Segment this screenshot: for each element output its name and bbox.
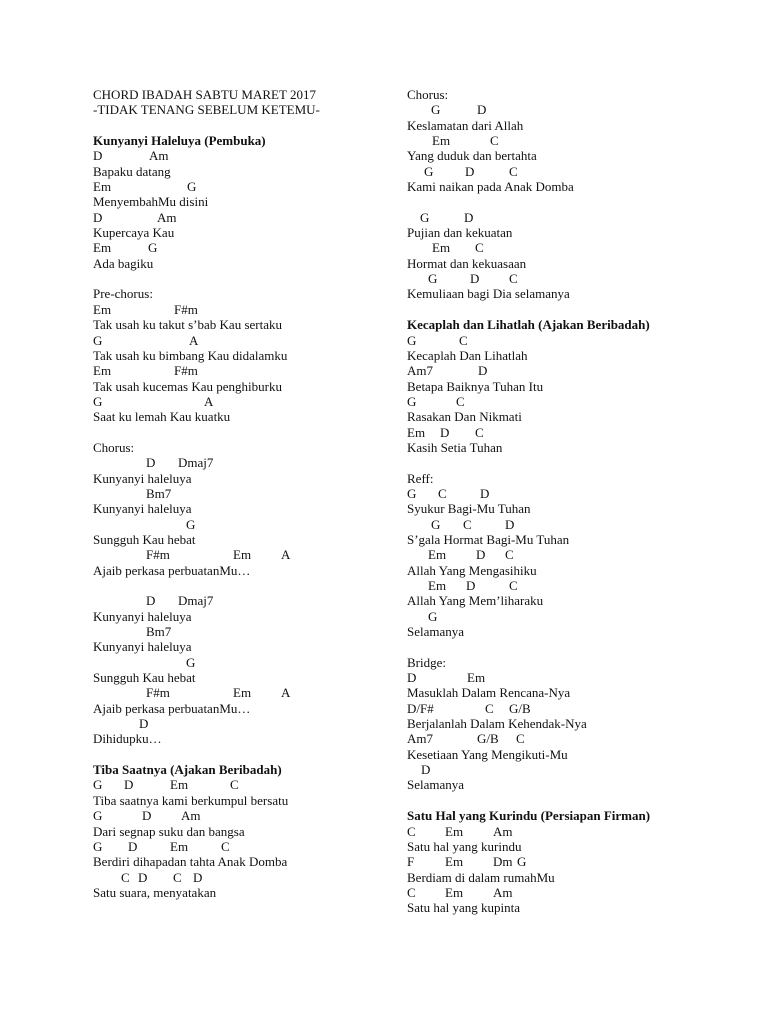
chord-line bbox=[93, 302, 393, 317]
chord: C bbox=[407, 823, 416, 839]
chord: D bbox=[466, 578, 476, 593]
chord: Dmaj7 bbox=[178, 455, 214, 471]
chord-line bbox=[407, 486, 707, 501]
section-label: Chorus: bbox=[407, 87, 449, 102]
chord: D bbox=[464, 209, 474, 225]
lyric-line: Syukur Bagi-Mu Tuhan bbox=[407, 501, 531, 517]
blank-line bbox=[407, 793, 707, 808]
chord: Em bbox=[170, 838, 189, 854]
lyric-line: Berjalanlah Dalam Kehendak-Nya bbox=[407, 716, 587, 732]
chord: Em bbox=[432, 240, 451, 256]
chord-line bbox=[407, 885, 707, 900]
chord: F#m bbox=[174, 363, 198, 379]
chord: D bbox=[146, 455, 156, 471]
chord: Em bbox=[445, 823, 464, 839]
lyric-line: Kunyanyi haleluya bbox=[93, 470, 192, 486]
chord: G bbox=[186, 516, 196, 532]
chord: D bbox=[193, 869, 203, 885]
chord: Am bbox=[493, 884, 513, 900]
chord: G/B bbox=[477, 731, 499, 747]
chord-line bbox=[93, 333, 393, 348]
chord-line bbox=[93, 716, 393, 731]
chord: C bbox=[509, 578, 518, 593]
chord: Am bbox=[149, 148, 169, 164]
blank-line bbox=[93, 747, 393, 762]
lyric-line: Yang duduk dan bertahta bbox=[407, 148, 537, 164]
chord: C bbox=[456, 393, 465, 409]
chord-line bbox=[407, 363, 707, 378]
chord: G bbox=[93, 838, 103, 854]
chord-line bbox=[407, 762, 707, 777]
chord: D bbox=[128, 838, 138, 854]
chord: D bbox=[139, 716, 149, 732]
chord-line bbox=[93, 624, 393, 639]
chord: G bbox=[93, 808, 103, 824]
chord-line bbox=[407, 240, 707, 255]
chord-line bbox=[407, 517, 707, 532]
chord-line bbox=[407, 731, 707, 746]
chord: Bm7 bbox=[146, 624, 172, 640]
lyric-line: Masuklah Dalam Rencana-Nya bbox=[407, 685, 571, 701]
chord: G bbox=[428, 271, 438, 287]
chord: D bbox=[478, 363, 488, 379]
chord: F#m bbox=[174, 301, 198, 317]
chord: D bbox=[93, 148, 103, 164]
blank-line bbox=[407, 455, 707, 470]
chord: G bbox=[431, 102, 441, 118]
lyric-line: Satu suara, menyatakan bbox=[93, 884, 217, 900]
lyric-line: Bapaku datang bbox=[93, 163, 171, 179]
lyric-line: Kasih Setia Tuhan bbox=[407, 439, 503, 455]
chord: G bbox=[407, 332, 417, 348]
lyric-line: Allah Yang Mem’liharaku bbox=[407, 593, 544, 609]
chord: G bbox=[428, 608, 438, 624]
chord: D bbox=[440, 424, 450, 440]
chord-line bbox=[407, 701, 707, 716]
chord-line bbox=[407, 133, 707, 148]
song-title: Kunyanyi Haleluya (Pembuka) bbox=[93, 133, 266, 149]
chord-line bbox=[407, 824, 707, 839]
document-header-line: -TIDAK TENANG SEBELUM KETEMU- bbox=[93, 102, 320, 118]
chord: D bbox=[421, 762, 431, 778]
chord-line bbox=[93, 486, 393, 501]
chord-line bbox=[93, 363, 393, 378]
chord: A bbox=[189, 332, 199, 348]
lyric-line: Berdiri dihapadan tahta Anak Domba bbox=[93, 854, 288, 870]
chord: Em bbox=[445, 854, 464, 870]
chord: G bbox=[187, 179, 197, 195]
section-label: Reff: bbox=[407, 470, 434, 486]
chord: D bbox=[476, 547, 486, 563]
chord: G/B bbox=[509, 700, 531, 716]
chord-line bbox=[407, 609, 707, 624]
chord-line bbox=[93, 455, 393, 470]
chord: C bbox=[438, 485, 447, 501]
song-title: Kecaplah dan Lihatlah (Ajakan Beribadah) bbox=[407, 317, 650, 333]
lyric-line: Rasakan Dan Nikmati bbox=[407, 409, 522, 425]
chord: F#m bbox=[146, 685, 170, 701]
chord: D bbox=[477, 102, 487, 118]
chord: C bbox=[509, 163, 518, 179]
chord-line bbox=[407, 102, 707, 117]
lyric-line: Dari segnap suku dan bangsa bbox=[93, 823, 245, 839]
chord: C bbox=[475, 240, 484, 256]
chord-line bbox=[93, 394, 393, 409]
chord-line bbox=[407, 547, 707, 562]
chord-line bbox=[93, 179, 393, 194]
chord: A bbox=[281, 547, 291, 563]
lyric-line: Tak usah ku takut s’bab Kau sertaku bbox=[93, 317, 282, 333]
blank-line bbox=[93, 271, 393, 286]
lyric-line: Tak usah kucemas Kau penghiburku bbox=[93, 378, 282, 394]
blank-line bbox=[407, 639, 707, 654]
chord: Em bbox=[432, 133, 451, 149]
chord-line bbox=[93, 240, 393, 255]
chord: D bbox=[505, 516, 515, 532]
lyric-line: Sungguh Kau hebat bbox=[93, 670, 196, 686]
chord: D bbox=[93, 209, 103, 225]
lyric-line: Selamanya bbox=[407, 624, 465, 640]
chord: C bbox=[173, 869, 182, 885]
chord: C bbox=[505, 547, 514, 563]
chord-line bbox=[93, 777, 393, 792]
chord: D bbox=[138, 869, 148, 885]
chord: Bm7 bbox=[146, 485, 172, 501]
chord-line bbox=[93, 870, 393, 885]
chord: Em bbox=[93, 301, 112, 317]
chord-line bbox=[93, 148, 393, 163]
section-label: Chorus: bbox=[93, 439, 135, 455]
lyric-line: Sungguh Kau hebat bbox=[93, 531, 196, 547]
chord: G bbox=[420, 209, 430, 225]
chord: Dm bbox=[493, 854, 513, 870]
chord: C bbox=[463, 516, 472, 532]
chord: Em bbox=[93, 240, 112, 256]
lyric-line: Selamanya bbox=[407, 777, 465, 793]
chord: G bbox=[431, 516, 441, 532]
chord: Am bbox=[493, 823, 513, 839]
chord: D bbox=[124, 777, 134, 793]
document-header-line: CHORD IBADAH SABTU MARET 2017 bbox=[93, 87, 316, 102]
chord-line bbox=[93, 808, 393, 823]
chord-line bbox=[93, 839, 393, 854]
lyric-line: Kunyanyi haleluya bbox=[93, 501, 192, 517]
chord: A bbox=[281, 685, 291, 701]
left-column bbox=[93, 87, 393, 900]
chord: D bbox=[470, 271, 480, 287]
chord: G bbox=[407, 485, 417, 501]
chord-line bbox=[407, 164, 707, 179]
lyric-line: Kunyanyi haleluya bbox=[93, 639, 192, 655]
chord: D bbox=[465, 163, 475, 179]
chord: F#m bbox=[146, 547, 170, 563]
blank-line bbox=[93, 578, 393, 593]
chord: C bbox=[516, 731, 525, 747]
blank-line bbox=[407, 302, 707, 317]
chord: Am bbox=[157, 209, 177, 225]
song-title: Tiba Saatnya (Ajakan Beribadah) bbox=[93, 762, 282, 778]
chord: C bbox=[475, 424, 484, 440]
chord-line bbox=[93, 210, 393, 225]
section-label: Pre-chorus: bbox=[93, 286, 153, 302]
chord: G bbox=[93, 393, 103, 409]
chord: C bbox=[221, 838, 230, 854]
chord: D bbox=[142, 808, 152, 824]
chord: G bbox=[407, 393, 417, 409]
chord: Em bbox=[428, 547, 447, 563]
chord-line bbox=[407, 578, 707, 593]
lyric-line: Keslamatan dari Allah bbox=[407, 117, 524, 133]
chord: Em bbox=[93, 363, 112, 379]
lyric-line: Saat ku lemah Kau kuatku bbox=[93, 409, 231, 425]
chord: Em bbox=[93, 179, 112, 195]
blank-line bbox=[93, 425, 393, 440]
lyric-line: Kunyanyi haleluya bbox=[93, 608, 192, 624]
chord: G bbox=[517, 854, 527, 870]
chord: Em bbox=[428, 578, 447, 593]
section-label: Bridge: bbox=[407, 654, 446, 670]
chord: C bbox=[509, 271, 518, 287]
chord: Em bbox=[445, 884, 464, 900]
chord: C bbox=[490, 133, 499, 149]
lyric-line: Kecaplah Dan Lihatlah bbox=[407, 347, 528, 363]
chord-line bbox=[407, 394, 707, 409]
chord: Em bbox=[233, 547, 252, 563]
chord-line bbox=[407, 271, 707, 286]
chord: C bbox=[121, 869, 130, 885]
lyric-line: Allah Yang Mengasihiku bbox=[407, 562, 537, 578]
lyric-line: Tiba saatnya kami berkumpul bersatu bbox=[93, 792, 289, 808]
chord: Em bbox=[233, 685, 252, 701]
chord: D bbox=[407, 670, 417, 686]
chord-line bbox=[407, 854, 707, 869]
chord-line bbox=[407, 333, 707, 348]
lyric-line: Satu hal yang kupinta bbox=[407, 900, 521, 916]
chord: C bbox=[407, 884, 416, 900]
lyric-line: Dihidupku… bbox=[93, 731, 162, 747]
lyric-line: Satu hal yang kurindu bbox=[407, 838, 522, 854]
chord-line bbox=[93, 517, 393, 532]
lyric-line: Kemuliaan bagi Dia selamanya bbox=[407, 286, 570, 302]
lyric-line: Pujian dan kekuatan bbox=[407, 225, 513, 241]
lyric-line: Ada bagiku bbox=[93, 255, 154, 271]
chord: G bbox=[186, 654, 196, 670]
chord: G bbox=[93, 777, 103, 793]
lyric-line: Kesetiaan Yang Mengikuti-Mu bbox=[407, 746, 568, 762]
chord: Em bbox=[170, 777, 189, 793]
lyric-line: Kupercaya Kau bbox=[93, 225, 175, 241]
lyric-line: Kami naikan pada Anak Domba bbox=[407, 179, 574, 195]
blank-line bbox=[407, 194, 707, 209]
chord: Em bbox=[407, 424, 426, 440]
lyric-line: Berdiam di dalam rumahMu bbox=[407, 869, 555, 885]
chord: G bbox=[93, 332, 103, 348]
chord: Dmaj7 bbox=[178, 593, 214, 609]
lyric-line: Tak usah ku bimbang Kau didalamku bbox=[93, 347, 288, 363]
right-column bbox=[407, 87, 707, 916]
chord-line bbox=[407, 425, 707, 440]
lyric-line: Ajaib perkasa perbuatanMu… bbox=[93, 700, 251, 716]
chord: Am7 bbox=[407, 363, 433, 379]
chord-line bbox=[93, 547, 393, 562]
lyric-line: Betapa Baiknya Tuhan Itu bbox=[407, 378, 544, 394]
blank-line bbox=[93, 118, 393, 133]
chord: F bbox=[407, 854, 415, 870]
chord: D bbox=[146, 593, 156, 609]
lyric-line: Ajaib perkasa perbuatanMu… bbox=[93, 562, 251, 578]
chord: C bbox=[230, 777, 239, 793]
chord-line bbox=[407, 210, 707, 225]
chord: Am7 bbox=[407, 731, 433, 747]
chord-line bbox=[93, 685, 393, 700]
lyric-line: Hormat dan kekuasaan bbox=[407, 255, 527, 271]
lyric-line: S’gala Hormat Bagi-Mu Tuhan bbox=[407, 531, 570, 547]
chord: C bbox=[459, 332, 468, 348]
chord: D/F# bbox=[407, 700, 434, 716]
chord: G bbox=[424, 163, 434, 179]
song-title: Satu Hal yang Kurindu (Persiapan Firman) bbox=[407, 808, 651, 824]
chord: Em bbox=[467, 670, 486, 686]
lyric-line: MenyembahMu disini bbox=[93, 194, 209, 210]
chord: G bbox=[148, 240, 158, 256]
chord: C bbox=[485, 700, 494, 716]
chord: Am bbox=[181, 808, 201, 824]
chord-line bbox=[407, 670, 707, 685]
chord-line bbox=[93, 655, 393, 670]
chord-line bbox=[93, 593, 393, 608]
chord: D bbox=[480, 485, 490, 501]
chord: A bbox=[204, 393, 214, 409]
